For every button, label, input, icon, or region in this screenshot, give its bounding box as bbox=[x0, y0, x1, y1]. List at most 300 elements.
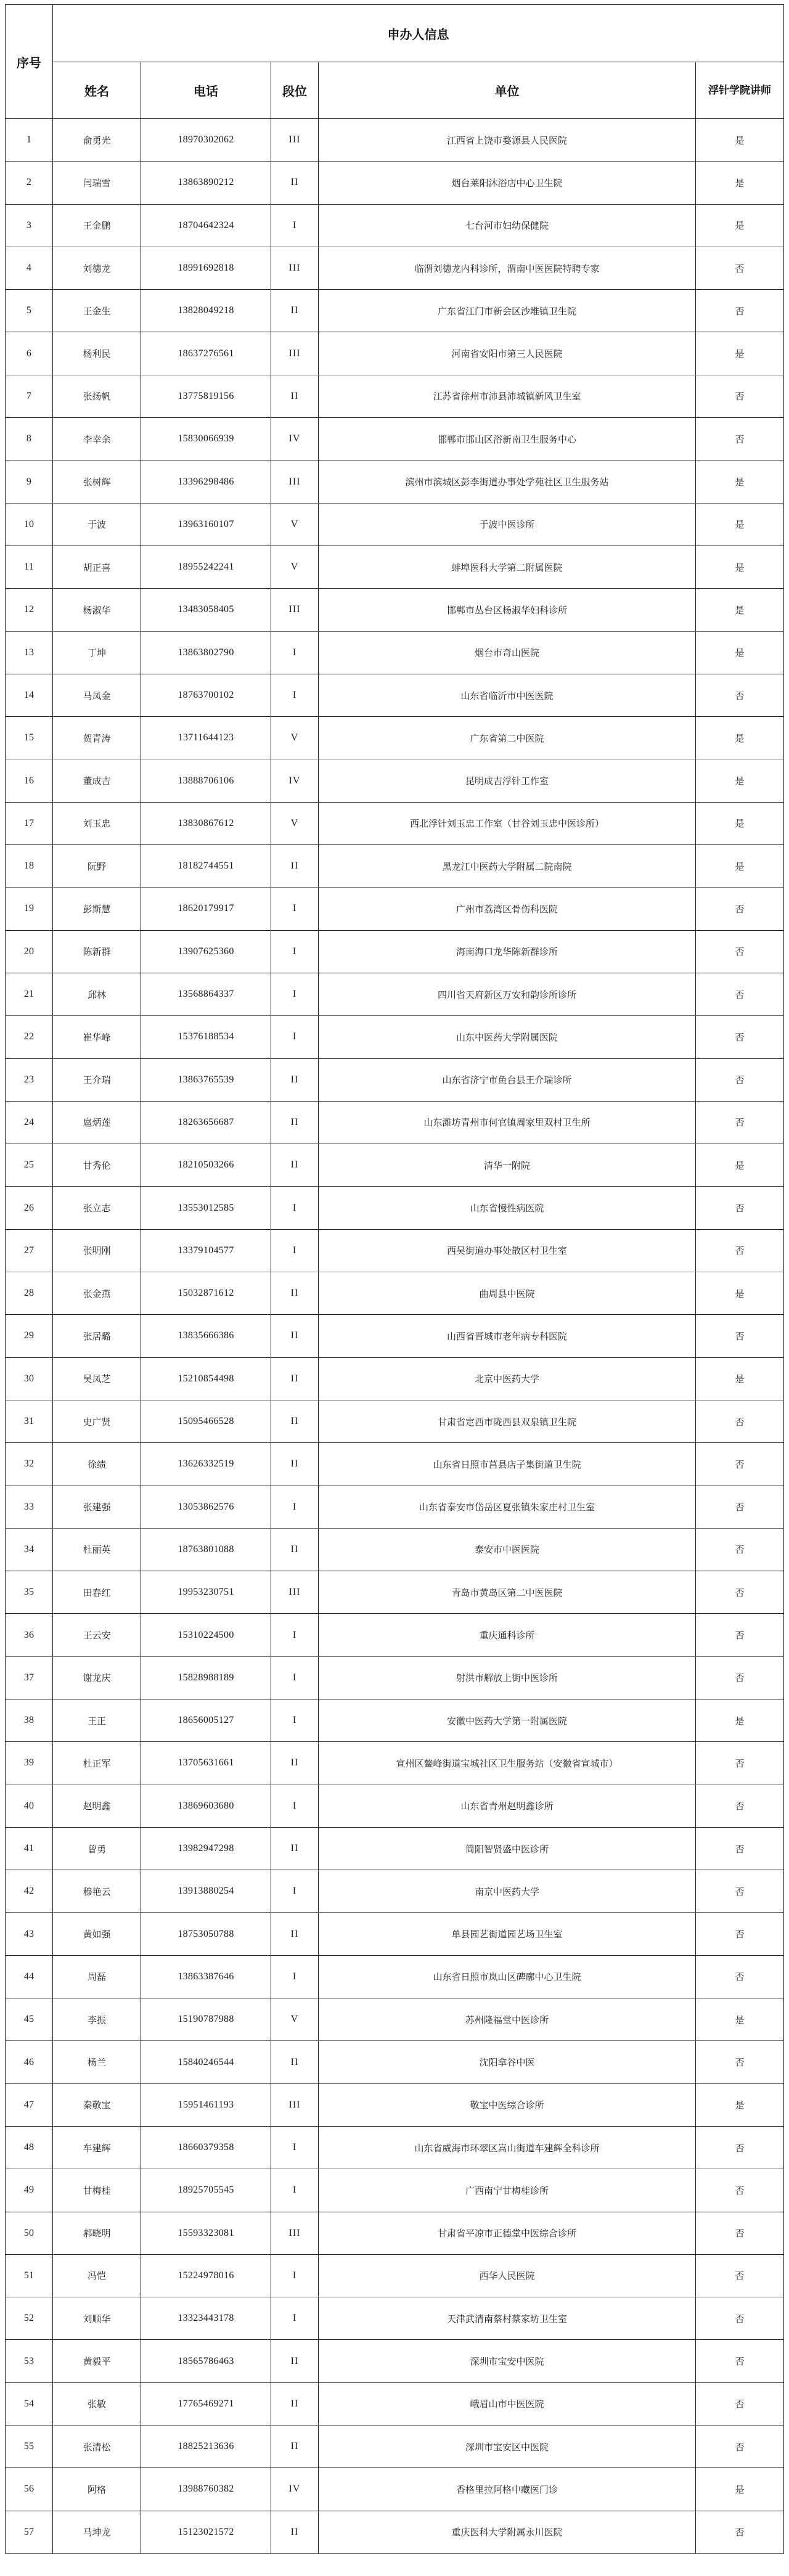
cell-lecturer: 否 bbox=[696, 1785, 784, 1827]
cell-lecturer: 是 bbox=[696, 119, 784, 162]
cell-level: I bbox=[271, 1229, 319, 1272]
cell-unit: 香格里拉阿格中藏医门诊 bbox=[319, 2468, 696, 2511]
table-row bbox=[6, 2297, 784, 2340]
cell-name: 张树辉 bbox=[53, 460, 141, 503]
cell-unit: 单县园艺街道园艺场卫生室 bbox=[319, 1913, 696, 1955]
cell-seq: 23 bbox=[6, 1058, 53, 1101]
cell-name: 阿格 bbox=[53, 2468, 141, 2511]
cell-level: II bbox=[271, 1742, 319, 1785]
cell-unit: 甘肃省平凉市正德堂中医综合诊所 bbox=[319, 2212, 696, 2254]
cell-phone: 13913880254 bbox=[141, 1870, 271, 1913]
cell-unit: 南京中医药大学 bbox=[319, 1870, 696, 1913]
cell-phone: 13907625360 bbox=[141, 930, 271, 973]
cell-lecturer: 是 bbox=[696, 1144, 784, 1187]
cell-lecturer: 是 bbox=[696, 1357, 784, 1400]
table-row bbox=[6, 1400, 784, 1442]
cell-seq: 5 bbox=[6, 290, 53, 332]
cell-seq: 46 bbox=[6, 2041, 53, 2083]
header-applicant-info: 申办人信息 bbox=[53, 5, 784, 62]
table-row bbox=[6, 119, 784, 162]
cell-name: 扈炳莲 bbox=[53, 1101, 141, 1143]
cell-seq: 45 bbox=[6, 1998, 53, 2041]
cell-level: I bbox=[271, 631, 319, 674]
cell-unit: 清华一附院 bbox=[319, 1144, 696, 1187]
cell-lecturer: 是 bbox=[696, 631, 784, 674]
cell-phone: 18565786463 bbox=[141, 2340, 271, 2382]
cell-level: I bbox=[271, 1016, 319, 1058]
cell-lecturer: 否 bbox=[696, 2426, 784, 2468]
cell-unit: 海南海口龙华陈新群诊所 bbox=[319, 930, 696, 973]
cell-seq: 4 bbox=[6, 247, 53, 289]
cell-unit: 重庆医科大学附属永川医院 bbox=[319, 2511, 696, 2553]
cell-name: 胡正喜 bbox=[53, 546, 141, 588]
cell-level: I bbox=[271, 2297, 319, 2340]
cell-phone: 13863802790 bbox=[141, 631, 271, 674]
table-row bbox=[6, 2468, 784, 2511]
table-row bbox=[6, 1229, 784, 1272]
cell-seq: 37 bbox=[6, 1656, 53, 1699]
cell-level: V bbox=[271, 546, 319, 588]
cell-unit: 七台河市妇幼保健院 bbox=[319, 204, 696, 247]
table-row bbox=[6, 1656, 784, 1699]
cell-phone: 13053862576 bbox=[141, 1486, 271, 1528]
cell-seq: 52 bbox=[6, 2297, 53, 2340]
table-row bbox=[6, 1998, 784, 2041]
cell-level: I bbox=[271, 888, 319, 930]
cell-lecturer: 是 bbox=[696, 1699, 784, 1741]
cell-unit: 峨眉山市中医医院 bbox=[319, 2382, 696, 2425]
cell-seq: 12 bbox=[6, 589, 53, 631]
cell-phone: 15095466528 bbox=[141, 1400, 271, 1442]
table-row bbox=[6, 2382, 784, 2425]
cell-name: 张清松 bbox=[53, 2426, 141, 2468]
cell-name: 刘玉忠 bbox=[53, 802, 141, 844]
cell-level: III bbox=[271, 119, 319, 162]
cell-lecturer: 否 bbox=[696, 2340, 784, 2382]
cell-level: I bbox=[271, 2126, 319, 2169]
cell-seq: 40 bbox=[6, 1785, 53, 1827]
cell-lecturer: 否 bbox=[696, 973, 784, 1015]
cell-level: II bbox=[271, 845, 319, 888]
cell-lecturer: 是 bbox=[696, 503, 784, 546]
cell-level: II bbox=[271, 1528, 319, 1571]
cell-unit: 安徽中医药大学第一附属医院 bbox=[319, 1699, 696, 1741]
cell-phone: 13323443178 bbox=[141, 2297, 271, 2340]
cell-name: 李幸余 bbox=[53, 418, 141, 460]
cell-name: 杜丽英 bbox=[53, 1528, 141, 1571]
cell-phone: 13863890212 bbox=[141, 162, 271, 204]
cell-seq: 48 bbox=[6, 2126, 53, 2169]
cell-level: II bbox=[271, 1443, 319, 1486]
table-row bbox=[6, 802, 784, 844]
cell-phone: 13828049218 bbox=[141, 290, 271, 332]
cell-phone: 15032871612 bbox=[141, 1272, 271, 1315]
table-row bbox=[6, 1785, 784, 1827]
table-row bbox=[6, 1144, 784, 1187]
cell-level: II bbox=[271, 2041, 319, 2083]
table-row bbox=[6, 759, 784, 802]
cell-seq: 26 bbox=[6, 1187, 53, 1229]
cell-unit: 广州市荔湾区骨伤科医院 bbox=[319, 888, 696, 930]
cell-phone: 15190787988 bbox=[141, 1998, 271, 2041]
table-row bbox=[6, 1913, 784, 1955]
cell-name: 黄如强 bbox=[53, 1913, 141, 1955]
cell-seq: 33 bbox=[6, 1486, 53, 1528]
cell-seq: 2 bbox=[6, 162, 53, 204]
header-phone: 电话 bbox=[141, 62, 271, 119]
cell-seq: 3 bbox=[6, 204, 53, 247]
cell-phone: 15210854498 bbox=[141, 1357, 271, 1400]
cell-phone: 15951461193 bbox=[141, 2083, 271, 2126]
cell-name: 王正 bbox=[53, 1699, 141, 1741]
cell-phone: 18263656687 bbox=[141, 1101, 271, 1143]
cell-name: 杨兰 bbox=[53, 2041, 141, 2083]
cell-name: 王介瑞 bbox=[53, 1058, 141, 1101]
cell-lecturer: 是 bbox=[696, 802, 784, 844]
cell-unit: 沈阳拿谷中医 bbox=[319, 2041, 696, 2083]
cell-name: 崔华峰 bbox=[53, 1016, 141, 1058]
cell-lecturer: 否 bbox=[696, 930, 784, 973]
cell-phone: 13396298486 bbox=[141, 460, 271, 503]
cell-name: 甘梅桂 bbox=[53, 2169, 141, 2212]
cell-name: 吴凤芝 bbox=[53, 1357, 141, 1400]
cell-level: II bbox=[271, 2340, 319, 2382]
cell-seq: 6 bbox=[6, 332, 53, 375]
cell-level: V bbox=[271, 503, 319, 546]
cell-name: 刘顺华 bbox=[53, 2297, 141, 2340]
cell-seq: 29 bbox=[6, 1315, 53, 1357]
cell-seq: 35 bbox=[6, 1571, 53, 1614]
table-row bbox=[6, 2426, 784, 2468]
cell-seq: 44 bbox=[6, 1955, 53, 1998]
cell-unit: 黑龙江中医药大学附属二院南院 bbox=[319, 845, 696, 888]
cell-seq: 11 bbox=[6, 546, 53, 588]
cell-name: 徐绩 bbox=[53, 1443, 141, 1486]
cell-name: 杨利民 bbox=[53, 332, 141, 375]
cell-name: 杨淑华 bbox=[53, 589, 141, 631]
cell-lecturer: 否 bbox=[696, 290, 784, 332]
cell-phone: 15224978016 bbox=[141, 2254, 271, 2297]
cell-level: I bbox=[271, 1870, 319, 1913]
table-row bbox=[6, 930, 784, 973]
cell-phone: 13982947298 bbox=[141, 1827, 271, 1870]
cell-phone: 18970302062 bbox=[141, 119, 271, 162]
cell-unit: 天津武清南蔡村蔡家坊卫生室 bbox=[319, 2297, 696, 2340]
table-row bbox=[6, 2340, 784, 2382]
cell-phone: 18753050788 bbox=[141, 1913, 271, 1955]
cell-level: III bbox=[271, 332, 319, 375]
table-row bbox=[6, 1187, 784, 1229]
cell-name: 张敏 bbox=[53, 2382, 141, 2425]
cell-unit: 山东省慢性病医院 bbox=[319, 1187, 696, 1229]
cell-phone: 13863765539 bbox=[141, 1058, 271, 1101]
cell-level: V bbox=[271, 802, 319, 844]
cell-name: 田春红 bbox=[53, 1571, 141, 1614]
cell-name: 俞勇光 bbox=[53, 119, 141, 162]
cell-seq: 27 bbox=[6, 1229, 53, 1272]
cell-name: 杜正军 bbox=[53, 1742, 141, 1785]
cell-unit: 简阳智贤盛中医诊所 bbox=[319, 1827, 696, 1870]
cell-unit: 四川省天府新区万安和韵诊所诊所 bbox=[319, 973, 696, 1015]
cell-level: I bbox=[271, 1785, 319, 1827]
cell-seq: 55 bbox=[6, 2426, 53, 2468]
cell-name: 甘秀伦 bbox=[53, 1144, 141, 1187]
table-row bbox=[6, 162, 784, 204]
cell-phone: 13705631661 bbox=[141, 1742, 271, 1785]
cell-phone: 13775819156 bbox=[141, 375, 271, 417]
cell-level: II bbox=[271, 1913, 319, 1955]
header-name: 姓名 bbox=[53, 62, 141, 119]
cell-unit: 山东中医药大学附属医院 bbox=[319, 1016, 696, 1058]
cell-level: III bbox=[271, 460, 319, 503]
cell-level: I bbox=[271, 930, 319, 973]
cell-phone: 19953230751 bbox=[141, 1571, 271, 1614]
cell-lecturer: 否 bbox=[696, 1870, 784, 1913]
cell-lecturer: 否 bbox=[696, 1656, 784, 1699]
table-row bbox=[6, 2041, 784, 2083]
table-row bbox=[6, 631, 784, 674]
header-row-columns bbox=[6, 62, 784, 119]
cell-phone: 13830867612 bbox=[141, 802, 271, 844]
cell-lecturer: 是 bbox=[696, 2468, 784, 2511]
cell-seq: 49 bbox=[6, 2169, 53, 2212]
cell-seq: 28 bbox=[6, 1272, 53, 1315]
cell-unit: 江苏省徐州市沛县沛城镇新风卫生室 bbox=[319, 375, 696, 417]
header-level: 段位 bbox=[271, 62, 319, 119]
cell-seq: 15 bbox=[6, 717, 53, 759]
table-row bbox=[6, 1571, 784, 1614]
cell-phone: 13988760382 bbox=[141, 2468, 271, 2511]
cell-name: 刘德龙 bbox=[53, 247, 141, 289]
cell-unit: 广西南宁甘梅桂诊所 bbox=[319, 2169, 696, 2212]
cell-unit: 山东省泰安市岱岳区夏张镇朱家庄村卫生室 bbox=[319, 1486, 696, 1528]
cell-name: 黄毅平 bbox=[53, 2340, 141, 2382]
cell-lecturer: 否 bbox=[696, 1101, 784, 1143]
cell-level: I bbox=[271, 1486, 319, 1528]
cell-seq: 38 bbox=[6, 1699, 53, 1741]
table-row bbox=[6, 503, 784, 546]
cell-unit: 重庆通科诊所 bbox=[319, 1614, 696, 1656]
cell-seq: 16 bbox=[6, 759, 53, 802]
cell-level: II bbox=[271, 1315, 319, 1357]
table-row bbox=[6, 1101, 784, 1143]
cell-level: II bbox=[271, 2426, 319, 2468]
cell-seq: 14 bbox=[6, 674, 53, 716]
cell-unit: 于波中医诊所 bbox=[319, 503, 696, 546]
cell-seq: 43 bbox=[6, 1913, 53, 1955]
cell-unit: 山东省青州赵明鑫诊所 bbox=[319, 1785, 696, 1827]
cell-unit: 广东省第二中医院 bbox=[319, 717, 696, 759]
cell-level: II bbox=[271, 162, 319, 204]
cell-seq: 57 bbox=[6, 2511, 53, 2553]
cell-level: IV bbox=[271, 418, 319, 460]
cell-unit: 烟台市奇山医院 bbox=[319, 631, 696, 674]
cell-name: 阮野 bbox=[53, 845, 141, 888]
cell-name: 赵明鑫 bbox=[53, 1785, 141, 1827]
cell-name: 谢龙庆 bbox=[53, 1656, 141, 1699]
cell-lecturer: 否 bbox=[696, 888, 784, 930]
header-lecturer: 浮针学院讲师 bbox=[696, 62, 784, 119]
cell-name: 张居璐 bbox=[53, 1315, 141, 1357]
cell-lecturer: 否 bbox=[696, 1827, 784, 1870]
cell-seq: 21 bbox=[6, 973, 53, 1015]
table-row bbox=[6, 1058, 784, 1101]
cell-name: 王金鹏 bbox=[53, 204, 141, 247]
table-row bbox=[6, 2254, 784, 2297]
cell-unit: 宣州区鳌峰街道宝城社区卫生服务站（安徽省宣城市） bbox=[319, 1742, 696, 1785]
header-row-group bbox=[6, 5, 784, 62]
cell-name: 张金燕 bbox=[53, 1272, 141, 1315]
table-row bbox=[6, 888, 784, 930]
table-row bbox=[6, 589, 784, 631]
cell-unit: 射洪市解放上街中医诊所 bbox=[319, 1656, 696, 1699]
cell-level: II bbox=[271, 375, 319, 417]
table-row bbox=[6, 1827, 784, 1870]
table-row bbox=[6, 1315, 784, 1357]
cell-lecturer: 否 bbox=[696, 1443, 784, 1486]
cell-seq: 36 bbox=[6, 1614, 53, 1656]
cell-seq: 56 bbox=[6, 2468, 53, 2511]
table-row bbox=[6, 1528, 784, 1571]
cell-phone: 13626332519 bbox=[141, 1443, 271, 1486]
cell-unit: 山东省济宁市鱼台县王介瑞诊所 bbox=[319, 1058, 696, 1101]
cell-phone: 13379104577 bbox=[141, 1229, 271, 1272]
cell-phone: 15830066939 bbox=[141, 418, 271, 460]
cell-lecturer: 否 bbox=[696, 1571, 784, 1614]
cell-level: I bbox=[271, 204, 319, 247]
table-row bbox=[6, 546, 784, 588]
cell-lecturer: 是 bbox=[696, 845, 784, 888]
cell-phone: 18656005127 bbox=[141, 1699, 271, 1741]
cell-phone: 15123021572 bbox=[141, 2511, 271, 2553]
cell-lecturer: 否 bbox=[696, 1913, 784, 1955]
cell-seq: 25 bbox=[6, 1144, 53, 1187]
cell-lecturer: 是 bbox=[696, 332, 784, 375]
cell-name: 张立志 bbox=[53, 1187, 141, 1229]
cell-unit: 临渭刘德龙内科诊所，渭南中医医院特聘专家 bbox=[319, 247, 696, 289]
cell-lecturer: 是 bbox=[696, 460, 784, 503]
cell-phone: 18991692818 bbox=[141, 247, 271, 289]
cell-unit: 西吴街道办事处散区村卫生室 bbox=[319, 1229, 696, 1272]
table-row bbox=[6, 332, 784, 375]
cell-seq: 9 bbox=[6, 460, 53, 503]
table-row bbox=[6, 674, 784, 716]
cell-seq: 24 bbox=[6, 1101, 53, 1143]
cell-name: 史广贤 bbox=[53, 1400, 141, 1442]
cell-name: 王云安 bbox=[53, 1614, 141, 1656]
cell-phone: 13835666386 bbox=[141, 1315, 271, 1357]
cell-lecturer: 否 bbox=[696, 1016, 784, 1058]
cell-unit: 西华人民医院 bbox=[319, 2254, 696, 2297]
cell-level: II bbox=[271, 1827, 319, 1870]
applicant-info-table bbox=[5, 4, 784, 2554]
cell-lecturer: 是 bbox=[696, 589, 784, 631]
cell-lecturer: 否 bbox=[696, 1742, 784, 1785]
cell-unit: 广东省江门市新会区沙堆镇卫生院 bbox=[319, 290, 696, 332]
cell-seq: 32 bbox=[6, 1443, 53, 1486]
cell-lecturer: 否 bbox=[696, 375, 784, 417]
cell-lecturer: 否 bbox=[696, 2511, 784, 2553]
cell-unit: 山东省日照市岚山区碑廓中心卫生院 bbox=[319, 1955, 696, 1998]
cell-phone: 13553012585 bbox=[141, 1187, 271, 1229]
cell-level: V bbox=[271, 717, 319, 759]
cell-unit: 滨州市滨城区彭李街道办事处学苑社区卫生服务站 bbox=[319, 460, 696, 503]
cell-lecturer: 是 bbox=[696, 1998, 784, 2041]
table-row bbox=[6, 1699, 784, 1741]
cell-seq: 50 bbox=[6, 2212, 53, 2254]
cell-unit: 山东省临沂市中医医院 bbox=[319, 674, 696, 716]
table-row bbox=[6, 1357, 784, 1400]
table-row bbox=[6, 460, 784, 503]
cell-lecturer: 否 bbox=[696, 1187, 784, 1229]
cell-unit: 邯郸市邯山区浴新南卫生服务中心 bbox=[319, 418, 696, 460]
cell-name: 王金生 bbox=[53, 290, 141, 332]
cell-unit: 山东潍坊青州市何官镇周家里双村卫生所 bbox=[319, 1101, 696, 1143]
cell-seq: 42 bbox=[6, 1870, 53, 1913]
cell-lecturer: 否 bbox=[696, 2126, 784, 2169]
cell-phone: 13568864337 bbox=[141, 973, 271, 1015]
cell-name: 董成吉 bbox=[53, 759, 141, 802]
cell-level: II bbox=[271, 1101, 319, 1143]
cell-phone: 18763801088 bbox=[141, 1528, 271, 1571]
cell-unit: 西北浮针刘玉忠工作室（甘谷刘玉忠中医诊所） bbox=[319, 802, 696, 844]
cell-seq: 13 bbox=[6, 631, 53, 674]
cell-level: II bbox=[271, 2382, 319, 2425]
table-row bbox=[6, 2169, 784, 2212]
cell-level: III bbox=[271, 1571, 319, 1614]
cell-name: 马坤龙 bbox=[53, 2511, 141, 2553]
cell-seq: 18 bbox=[6, 845, 53, 888]
table-row bbox=[6, 290, 784, 332]
table-row bbox=[6, 247, 784, 289]
cell-name: 曾勇 bbox=[53, 1827, 141, 1870]
cell-unit: 泰安市中医医院 bbox=[319, 1528, 696, 1571]
cell-level: II bbox=[271, 1272, 319, 1315]
cell-lecturer: 是 bbox=[696, 759, 784, 802]
cell-phone: 18825213636 bbox=[141, 2426, 271, 2468]
cell-phone: 18210503266 bbox=[141, 1144, 271, 1187]
cell-name: 穆艳云 bbox=[53, 1870, 141, 1913]
table-row bbox=[6, 2083, 784, 2126]
cell-seq: 53 bbox=[6, 2340, 53, 2382]
cell-lecturer: 否 bbox=[696, 2382, 784, 2425]
cell-lecturer: 否 bbox=[696, 1955, 784, 1998]
cell-name: 贺青涛 bbox=[53, 717, 141, 759]
cell-level: III bbox=[271, 589, 319, 631]
table-row bbox=[6, 2126, 784, 2169]
cell-unit: 山东省威海市环翠区嵩山街道车建辉全科诊所 bbox=[319, 2126, 696, 2169]
cell-name: 邱林 bbox=[53, 973, 141, 1015]
cell-level: II bbox=[271, 1144, 319, 1187]
cell-lecturer: 否 bbox=[696, 1486, 784, 1528]
cell-level: I bbox=[271, 1955, 319, 1998]
cell-lecturer: 否 bbox=[696, 2041, 784, 2083]
cell-name: 张扬帆 bbox=[53, 375, 141, 417]
cell-phone: 18182744551 bbox=[141, 845, 271, 888]
cell-lecturer: 否 bbox=[696, 2254, 784, 2297]
table-row bbox=[6, 1614, 784, 1656]
cell-level: III bbox=[271, 2212, 319, 2254]
cell-unit: 河南省安阳市第三人民医院 bbox=[319, 332, 696, 375]
cell-phone: 17765469271 bbox=[141, 2382, 271, 2425]
cell-unit: 邯郸市丛台区杨淑华妇科诊所 bbox=[319, 589, 696, 631]
cell-unit: 苏州隆福堂中医诊所 bbox=[319, 1998, 696, 2041]
cell-level: II bbox=[271, 1357, 319, 1400]
cell-level: IV bbox=[271, 759, 319, 802]
cell-name: 车建辉 bbox=[53, 2126, 141, 2169]
cell-unit: 北京中医药大学 bbox=[319, 1357, 696, 1400]
cell-unit: 烟台莱阳沐浴店中心卫生院 bbox=[319, 162, 696, 204]
